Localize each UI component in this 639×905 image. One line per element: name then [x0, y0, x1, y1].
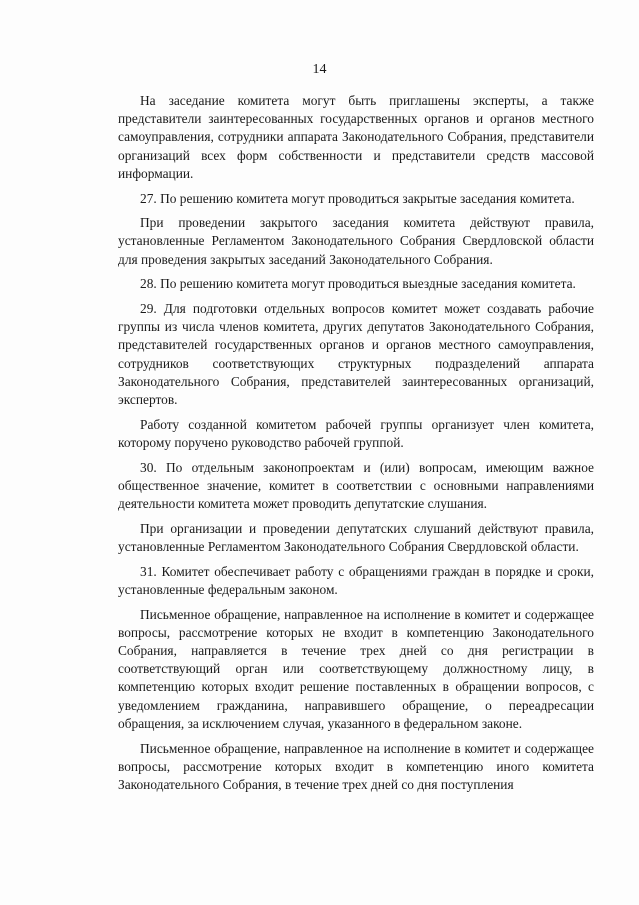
paragraph: При организации и проведении депутатских слушаний действуют правила, установленные Регламентом Законодательного Собрания Свердловской области.	[118, 520, 594, 554]
paragraph: При проведении закрытого заседания комитета действуют правила, установленные Регламентом Законодательного Собрания Свердловской области для проведения закрытых заседаний Законодательного Собрания.	[118, 215, 594, 267]
paragraph-item-30: 30. По отдельным законопроектам и (или) вопросам, имеющим важное общественное значение, комитет в соответствии с основными направлениями деятельности комитета может проводить депутатские слушания.	[118, 459, 594, 512]
page-number: 14	[312, 62, 327, 77]
paragraph-item-31: 31. Комитет обеспечивает работу с обращениями граждан в порядке и сроки, установленные федеральным законом.	[118, 563, 594, 597]
paragraph-item-28: 28. По решению комитета могут проводиться выездные заседания комитета.	[140, 276, 576, 292]
paragraph: Работу созданной комитетом рабочей группы организует член комитета, которому поручено руководство рабочей группой.	[118, 416, 594, 450]
paragraph-item-29: 29. Для подготовки отдельных вопросов комитет может создавать рабочие группы из числа членов комитета, других депутатов Законодательного Собрания, представителей государственных органов и органов местного самоуправления, сотрудников соответствующих структурных подразделений аппарата Законодательного Собрания, представителей заинтересованных организаций, экспертов.	[118, 301, 594, 408]
document-body	[118, 92, 594, 801]
paragraph: Письменное обращение, направленное на исполнение в комитет и содержащее вопросы, рассмотрение которых не входит в компетенцию Законодательного Собрания, направляется в течение трех дней со дня регистрации в соответствующий орган или соответствующему должностному лицу, в компетенцию которых входит решение поставленных в обращении вопросов, с уведомлением гражданина, направившего обращение, о переадресации обращения, за исключением случая, указанного в федеральном законе.	[118, 606, 594, 731]
paragraph: На заседание комитета могут быть приглашены эксперты, а также представители заинтересованных государственных органов и органов местного самоуправления, сотрудники аппарата Законодательного Собрания, представители организаций всех форм собственности и представители средств массовой информации.	[118, 93, 594, 181]
paragraph-item-27: 27. По решению комитета могут проводиться закрытые заседания комитета.	[140, 190, 575, 206]
paragraph: Письменное обращение, направленное на исполнение в комитет и содержащее вопросы, рассмотрение которых входит в компетенцию иного комитета Законодательного Собрания, в течение трех дней со дня поступления	[118, 740, 594, 792]
